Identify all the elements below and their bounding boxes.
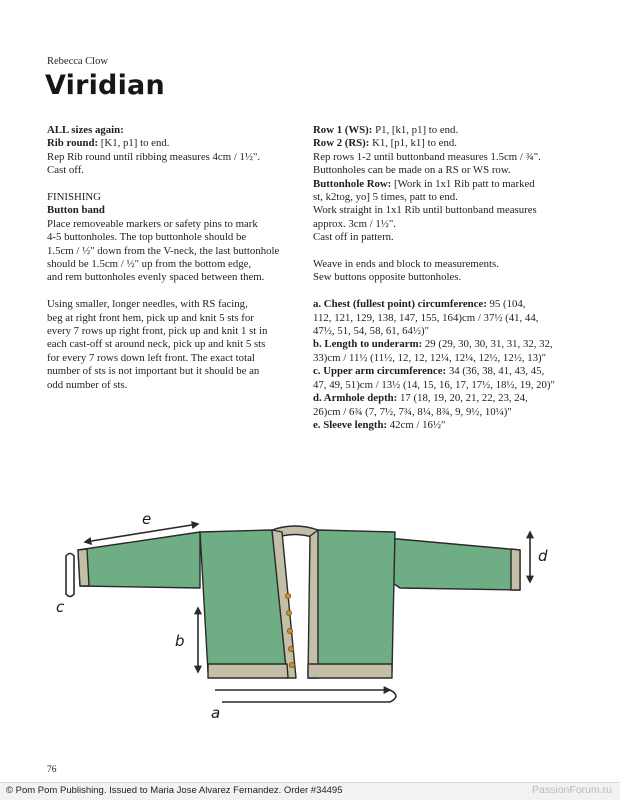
row1-text: P1, [k1, p1] to end. xyxy=(372,124,459,136)
rib-round-label: Rib round: xyxy=(47,137,99,150)
rep-rows-line: Rep rows 1-2 until buttonband measures 1.5cm / ¾". xyxy=(313,150,541,163)
buttonhole-row-line2: st, k2tog, yo] 5 times, patt to end. xyxy=(313,191,458,204)
button-band-line: should be 1.5cm / ½" up from the bottom edge, xyxy=(47,258,252,271)
measurement-value: 17 (18, 19, 20, 21, 22, 23, 24, xyxy=(397,392,528,405)
button xyxy=(286,610,291,615)
button xyxy=(287,628,292,633)
button xyxy=(289,662,294,667)
cast-off-pattern-line: Cast off in pattern. xyxy=(313,231,394,244)
rib-round-text: [K1, p1] to end. xyxy=(98,137,170,150)
measurement-value: 42cm / 16½" xyxy=(387,418,446,431)
buttonholes-note: Buttonholes can be made on a RS or WS row. xyxy=(313,164,511,177)
measurement-label: e. Sleeve length: xyxy=(313,418,388,431)
finishing-heading: FINISHING xyxy=(47,191,101,204)
measurement-value: 26)cm / 6¾ (7, 7½, 7¾, 8¼, 8¾, 9, 9½, 10¼)" xyxy=(313,405,512,418)
left-cuff xyxy=(78,549,89,586)
pick-up-line: for every 7 rows down left front. The exact total xyxy=(47,351,255,364)
pattern-title: Viridian xyxy=(45,70,165,101)
right-front xyxy=(308,530,395,672)
author-name: Rebecca Clow xyxy=(47,56,108,67)
label-b: b xyxy=(175,632,185,650)
measurement-chest xyxy=(313,298,578,311)
measure-loop-c xyxy=(66,554,74,597)
cast-off-line: Cast off. xyxy=(47,164,84,177)
work-straight-line: approx. 3cm / 1½". xyxy=(313,217,396,230)
left-column xyxy=(47,124,312,392)
measurement-armhole xyxy=(313,392,578,405)
row2-line xyxy=(313,137,578,150)
pick-up-line: every 7 rows up right front, pick up and knit 1 st in xyxy=(47,325,268,338)
measurement-value: 34 (36, 38, 41, 43, 45, xyxy=(446,365,545,378)
button-band-line: 1.5cm / ½" down from the V-neck, the last buttonhole xyxy=(47,244,280,257)
cardigan-schematic xyxy=(50,500,570,735)
pick-up-line: beg at right front hem, pick up and knit 5 sts for xyxy=(47,311,254,324)
measurement-label: b. Length to underarm: xyxy=(313,338,423,351)
button xyxy=(285,593,290,598)
measurement-sleeve xyxy=(313,419,578,432)
label-e: e xyxy=(142,510,152,528)
left-hem xyxy=(208,664,288,678)
label-d: d xyxy=(538,547,548,565)
row1-line xyxy=(313,124,578,137)
button-band-line: Place removeable markers or safety pins to mark xyxy=(47,217,258,230)
measurement-value: 47, 49, 51)cm / 13½ (14, 15, 16, 17, 17½, 18½, 19, 20)" xyxy=(313,378,555,391)
pick-up-line: each cast-off st around neck, pick up and knit 5 sts xyxy=(47,338,266,351)
page-number: 76 xyxy=(47,765,57,775)
measure-loop-a xyxy=(222,690,396,702)
right-column xyxy=(313,124,578,432)
right-front-band xyxy=(308,530,318,678)
button-band-heading: Button band xyxy=(47,204,105,217)
right-cuff xyxy=(511,549,520,590)
row2-label: Row 2 (RS): xyxy=(313,137,370,150)
weave-ends-line: Weave in ends and block to measurements. xyxy=(313,258,499,271)
pick-up-line: number of sts is not important but it should be an xyxy=(47,365,260,378)
copyright-notice: © Pom Pom Publishing. Issued to Maria Jose Alvarez Fernandez. Order #34495 xyxy=(6,785,343,796)
rep-rib-line: Rep Rib round until ribbing measures 4cm / 1½". xyxy=(47,150,261,163)
buttonhole-row-text: [Work in 1x1 Rib patt to marked xyxy=(391,177,535,190)
all-sizes-heading: ALL sizes again: xyxy=(47,124,124,136)
measurement-length xyxy=(313,338,578,351)
buttonhole-row-line xyxy=(313,178,578,191)
label-a: a xyxy=(211,704,221,722)
watermark: PassionForum.ru xyxy=(532,784,612,796)
right-hem xyxy=(308,664,392,678)
button-band-line: 4-5 buttonholes. The top buttonhole should be xyxy=(47,231,247,244)
row2-text: K1, [p1, k1] to end. xyxy=(369,137,457,150)
measurement-label: a. Chest (fullest point) circumference: xyxy=(313,298,487,311)
button-band-line: and rem buttonholes evenly spaced between them. xyxy=(47,271,265,284)
footer-bar xyxy=(0,782,620,800)
measurement-value: 95 (104, xyxy=(486,298,526,311)
measurement-value: 33)cm / 11½ (11½, 12, 12, 12¼, 12¼, 12½, 12½, 13)" xyxy=(313,351,547,364)
measurement-value: 29 (29, 30, 30, 31, 31, 32, 32, xyxy=(422,338,553,351)
measurement-value: 47½, 51, 54, 58, 61, 64½)" xyxy=(313,325,429,338)
rib-round-line xyxy=(47,137,312,150)
buttonhole-row-label: Buttonhole Row: xyxy=(313,177,392,190)
row1-label: Row 1 (WS): xyxy=(313,124,373,136)
pick-up-line: odd number of sts. xyxy=(47,378,128,391)
work-straight-line: Work straight in 1x1 Rib until buttonband measures xyxy=(313,204,537,217)
measurement-label: c. Upper arm circumference: xyxy=(313,365,447,378)
measurement-upper-arm xyxy=(313,365,578,378)
sew-buttons-line: Sew buttons opposite buttonholes. xyxy=(313,271,462,284)
pick-up-line: Using smaller, longer needles, with RS facing, xyxy=(47,298,248,311)
measurement-label: d. Armhole depth: xyxy=(313,392,398,405)
measurement-value: 112, 121, 129, 138, 147, 155, 164)cm / 37½ (41, 44, xyxy=(313,311,539,324)
label-c: c xyxy=(56,598,65,616)
button xyxy=(288,646,293,651)
